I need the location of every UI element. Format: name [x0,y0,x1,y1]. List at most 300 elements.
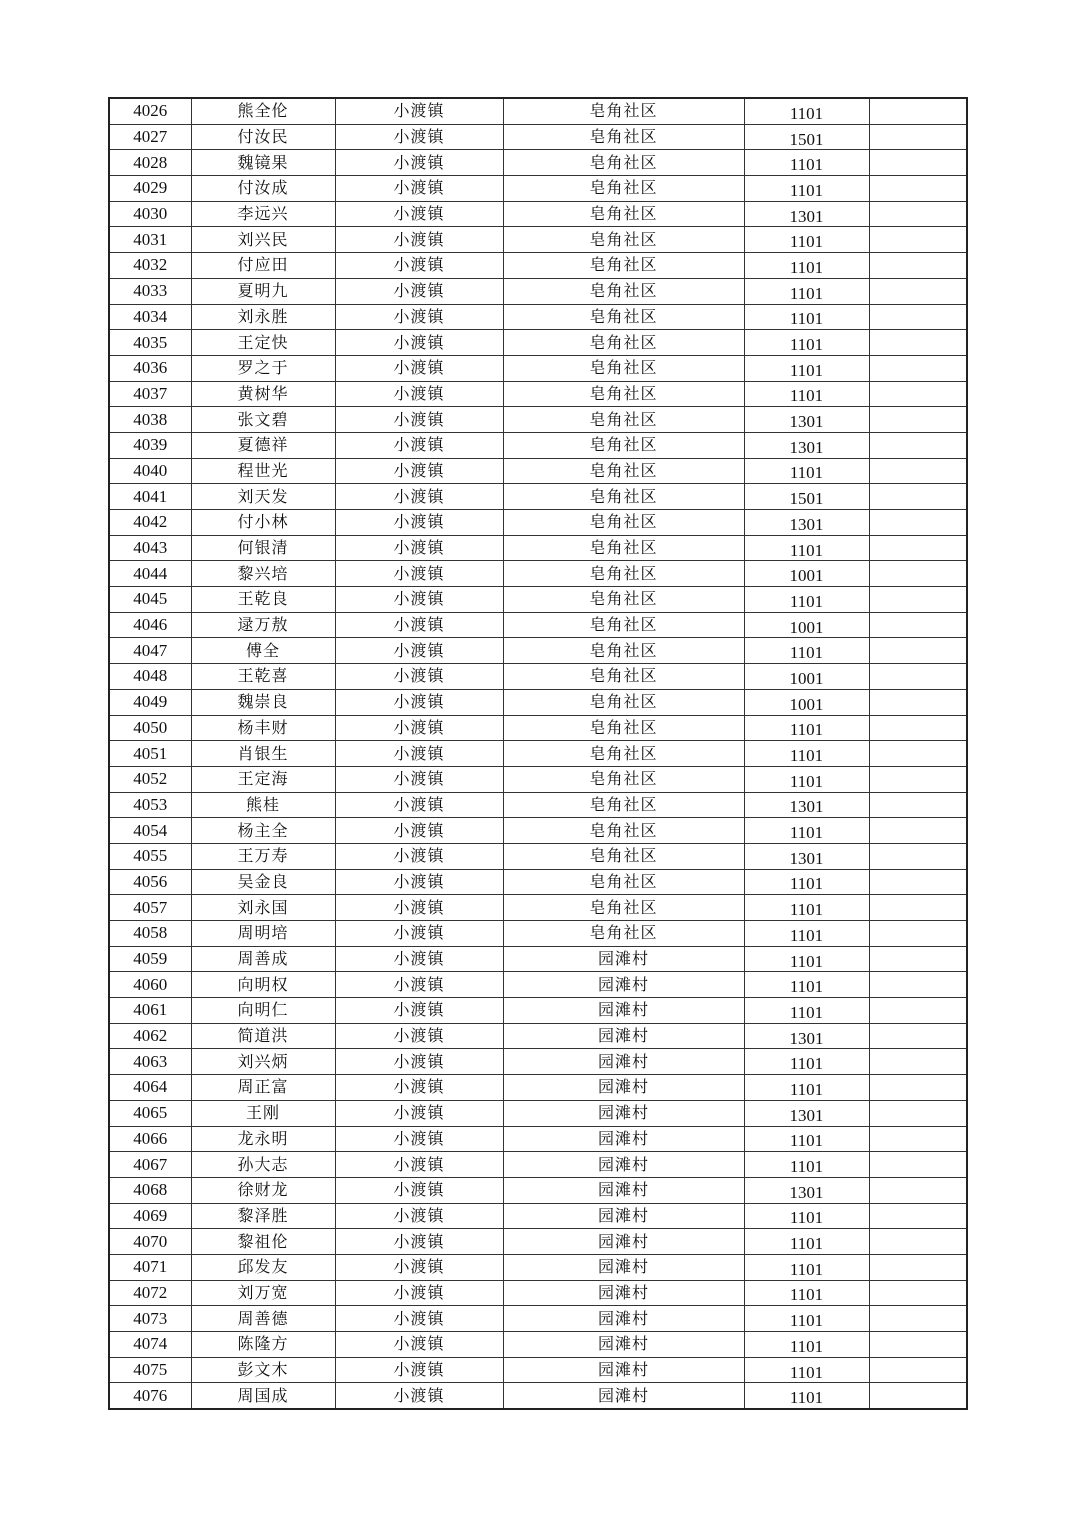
person-name-cell: 黎兴培 [191,561,335,587]
serial-number-cell: 4062 [109,1023,191,1049]
town-cell: 小渡镇 [335,638,503,664]
village-cell: 园滩村 [503,972,744,998]
person-name-cell: 刘永胜 [191,304,335,330]
table-row [109,766,967,792]
roster-table-body [109,98,967,1409]
person-name-cell: 熊桂 [191,792,335,818]
town-cell: 小渡镇 [335,458,503,484]
village-cell: 园滩村 [503,1049,744,1075]
person-name-cell: 王万寿 [191,843,335,869]
town-cell: 小渡镇 [335,1100,503,1126]
table-row [109,741,967,767]
person-name-cell: 孙大志 [191,1152,335,1178]
serial-number-cell: 4046 [109,612,191,638]
table-row [109,715,967,741]
note-cell [869,792,967,818]
person-name-cell: 龙永明 [191,1126,335,1152]
town-cell: 小渡镇 [335,1383,503,1409]
note-cell [869,921,967,947]
village-cell: 园滩村 [503,1023,744,1049]
table-row [109,1306,967,1332]
village-cell: 皂角社区 [503,484,744,510]
serial-number-cell: 4057 [109,895,191,921]
village-cell: 园滩村 [503,1357,744,1383]
code-cell: 1101 [744,1203,869,1229]
serial-number-cell: 4029 [109,176,191,202]
code-cell: 1001 [744,561,869,587]
person-name-cell: 刘永国 [191,895,335,921]
serial-number-cell: 4028 [109,150,191,176]
village-cell: 皂角社区 [503,458,744,484]
town-cell: 小渡镇 [335,612,503,638]
serial-number-cell: 4063 [109,1049,191,1075]
table-row [109,510,967,536]
note-cell [869,1023,967,1049]
note-cell [869,869,967,895]
serial-number-cell: 4032 [109,253,191,279]
serial-number-cell: 4037 [109,381,191,407]
roster-table [108,97,968,1410]
village-cell: 园滩村 [503,1203,744,1229]
code-cell: 1101 [744,98,869,124]
village-cell: 皂角社区 [503,535,744,561]
note-cell [869,1049,967,1075]
code-cell: 1101 [744,638,869,664]
town-cell: 小渡镇 [335,535,503,561]
person-name-cell: 吴金良 [191,869,335,895]
serial-number-cell: 4030 [109,201,191,227]
village-cell: 皂角社区 [503,278,744,304]
village-cell: 皂角社区 [503,150,744,176]
person-name-cell: 黎祖伦 [191,1229,335,1255]
town-cell: 小渡镇 [335,381,503,407]
note-cell [869,998,967,1024]
person-name-cell: 程世光 [191,458,335,484]
note-cell [869,1177,967,1203]
person-name-cell: 杨丰财 [191,715,335,741]
village-cell: 皂角社区 [503,612,744,638]
town-cell: 小渡镇 [335,253,503,279]
town-cell: 小渡镇 [335,561,503,587]
person-name-cell: 付小林 [191,510,335,536]
note-cell [869,946,967,972]
village-cell: 皂角社区 [503,715,744,741]
town-cell: 小渡镇 [335,998,503,1024]
town-cell: 小渡镇 [335,1126,503,1152]
serial-number-cell: 4040 [109,458,191,484]
note-cell [869,1306,967,1332]
note-cell [869,201,967,227]
village-cell: 园滩村 [503,1254,744,1280]
person-name-cell: 夏明九 [191,278,335,304]
note-cell [869,638,967,664]
village-cell: 皂角社区 [503,792,744,818]
note-cell [869,612,967,638]
serial-number-cell: 4069 [109,1203,191,1229]
village-cell: 皂角社区 [503,98,744,124]
serial-number-cell: 4066 [109,1126,191,1152]
serial-number-cell: 4067 [109,1152,191,1178]
table-row [109,535,967,561]
person-name-cell: 逯万敖 [191,612,335,638]
serial-number-cell: 4073 [109,1306,191,1332]
table-row [109,972,967,998]
code-cell: 1101 [744,895,869,921]
table-row [109,818,967,844]
note-cell [869,1332,967,1358]
village-cell: 皂角社区 [503,201,744,227]
note-cell [869,818,967,844]
town-cell: 小渡镇 [335,1306,503,1332]
village-cell: 园滩村 [503,1126,744,1152]
person-name-cell: 刘万宽 [191,1280,335,1306]
town-cell: 小渡镇 [335,484,503,510]
code-cell: 1301 [744,843,869,869]
note-cell [869,1383,967,1409]
note-cell [869,150,967,176]
village-cell: 皂角社区 [503,381,744,407]
serial-number-cell: 4050 [109,715,191,741]
town-cell: 小渡镇 [335,1023,503,1049]
village-cell: 皂角社区 [503,510,744,536]
note-cell [869,1357,967,1383]
village-cell: 皂角社区 [503,407,744,433]
table-row [109,1177,967,1203]
table-row [109,664,967,690]
serial-number-cell: 4033 [109,278,191,304]
note-cell [869,561,967,587]
table-row [109,278,967,304]
person-name-cell: 王定海 [191,766,335,792]
person-name-cell: 付汝成 [191,176,335,202]
town-cell: 小渡镇 [335,407,503,433]
table-row [109,484,967,510]
code-cell: 1101 [744,741,869,767]
town-cell: 小渡镇 [335,1152,503,1178]
table-row [109,150,967,176]
table-row [109,895,967,921]
village-cell: 皂角社区 [503,818,744,844]
note-cell [869,304,967,330]
code-cell: 1101 [744,587,869,613]
table-row [109,1075,967,1101]
person-name-cell: 黎泽胜 [191,1203,335,1229]
town-cell: 小渡镇 [335,664,503,690]
table-row [109,1332,967,1358]
serial-number-cell: 4060 [109,972,191,998]
code-cell: 1101 [744,715,869,741]
code-cell: 1301 [744,201,869,227]
note-cell [869,535,967,561]
code-cell: 1101 [744,278,869,304]
village-cell: 皂角社区 [503,587,744,613]
town-cell: 小渡镇 [335,818,503,844]
person-name-cell: 周国成 [191,1383,335,1409]
table-row [109,921,967,947]
person-name-cell: 刘兴民 [191,227,335,253]
serial-number-cell: 4042 [109,510,191,536]
village-cell: 园滩村 [503,1280,744,1306]
person-name-cell: 何银清 [191,535,335,561]
table-row [109,998,967,1024]
town-cell: 小渡镇 [335,972,503,998]
serial-number-cell: 4039 [109,432,191,458]
code-cell: 1101 [744,458,869,484]
person-name-cell: 肖银生 [191,741,335,767]
table-row [109,458,967,484]
person-name-cell: 陈隆方 [191,1332,335,1358]
note-cell [869,664,967,690]
code-cell: 1301 [744,792,869,818]
person-name-cell: 周善德 [191,1306,335,1332]
person-name-cell: 王刚 [191,1100,335,1126]
person-name-cell: 邱发友 [191,1254,335,1280]
table-row [109,355,967,381]
note-cell [869,741,967,767]
code-cell: 1101 [744,946,869,972]
note-cell [869,972,967,998]
person-name-cell: 傅全 [191,638,335,664]
town-cell: 小渡镇 [335,895,503,921]
person-name-cell: 夏德祥 [191,432,335,458]
code-cell: 1301 [744,1023,869,1049]
code-cell: 1101 [744,535,869,561]
town-cell: 小渡镇 [335,98,503,124]
village-cell: 园滩村 [503,1306,744,1332]
code-cell: 1101 [744,176,869,202]
serial-number-cell: 4031 [109,227,191,253]
code-cell: 1101 [744,1126,869,1152]
person-name-cell: 彭文木 [191,1357,335,1383]
table-row [109,1203,967,1229]
person-name-cell: 刘天发 [191,484,335,510]
town-cell: 小渡镇 [335,1254,503,1280]
serial-number-cell: 4038 [109,407,191,433]
person-name-cell: 罗之于 [191,355,335,381]
village-cell: 皂角社区 [503,869,744,895]
village-cell: 皂角社区 [503,304,744,330]
village-cell: 皂角社区 [503,689,744,715]
note-cell [869,689,967,715]
town-cell: 小渡镇 [335,176,503,202]
person-name-cell: 魏崇良 [191,689,335,715]
table-row [109,407,967,433]
serial-number-cell: 4068 [109,1177,191,1203]
town-cell: 小渡镇 [335,946,503,972]
code-cell: 1101 [744,381,869,407]
town-cell: 小渡镇 [335,741,503,767]
table-row [109,946,967,972]
note-cell [869,1280,967,1306]
note-cell [869,355,967,381]
note-cell [869,227,967,253]
serial-number-cell: 4054 [109,818,191,844]
town-cell: 小渡镇 [335,587,503,613]
town-cell: 小渡镇 [335,330,503,356]
table-row [109,1023,967,1049]
code-cell: 1101 [744,766,869,792]
person-name-cell: 周善成 [191,946,335,972]
note-cell [869,1229,967,1255]
table-row [109,1254,967,1280]
code-cell: 1501 [744,484,869,510]
person-name-cell: 张文碧 [191,407,335,433]
note-cell [869,510,967,536]
person-name-cell: 周正富 [191,1075,335,1101]
code-cell: 1101 [744,869,869,895]
note-cell [869,843,967,869]
table-row [109,176,967,202]
village-cell: 园滩村 [503,1075,744,1101]
town-cell: 小渡镇 [335,124,503,150]
village-cell: 皂角社区 [503,227,744,253]
note-cell [869,253,967,279]
village-cell: 皂角社区 [503,638,744,664]
serial-number-cell: 4035 [109,330,191,356]
town-cell: 小渡镇 [335,689,503,715]
village-cell: 园滩村 [503,1152,744,1178]
town-cell: 小渡镇 [335,1049,503,1075]
town-cell: 小渡镇 [335,150,503,176]
code-cell: 1301 [744,432,869,458]
village-cell: 皂角社区 [503,843,744,869]
code-cell: 1101 [744,1254,869,1280]
code-cell: 1101 [744,921,869,947]
town-cell: 小渡镇 [335,843,503,869]
note-cell [869,715,967,741]
code-cell: 1101 [744,818,869,844]
code-cell: 1101 [744,330,869,356]
code-cell: 1301 [744,407,869,433]
serial-number-cell: 4052 [109,766,191,792]
note-cell [869,1075,967,1101]
note-cell [869,458,967,484]
code-cell: 1301 [744,510,869,536]
table-row [109,1126,967,1152]
code-cell: 1301 [744,1177,869,1203]
town-cell: 小渡镇 [335,1075,503,1101]
table-row [109,869,967,895]
town-cell: 小渡镇 [335,227,503,253]
serial-number-cell: 4051 [109,741,191,767]
table-row [109,843,967,869]
table-row [109,689,967,715]
table-row [109,1357,967,1383]
person-name-cell: 刘兴炳 [191,1049,335,1075]
table-row [109,1383,967,1409]
table-row [109,1152,967,1178]
serial-number-cell: 4043 [109,535,191,561]
town-cell: 小渡镇 [335,792,503,818]
serial-number-cell: 4045 [109,587,191,613]
village-cell: 皂角社区 [503,253,744,279]
code-cell: 1501 [744,124,869,150]
code-cell: 1101 [744,1075,869,1101]
serial-number-cell: 4071 [109,1254,191,1280]
serial-number-cell: 4048 [109,664,191,690]
code-cell: 1101 [744,1152,869,1178]
code-cell: 1101 [744,253,869,279]
note-cell [869,407,967,433]
table-row [109,1049,967,1075]
town-cell: 小渡镇 [335,869,503,895]
village-cell: 园滩村 [503,998,744,1024]
table-row [109,792,967,818]
town-cell: 小渡镇 [335,921,503,947]
serial-number-cell: 4049 [109,689,191,715]
table-row [109,612,967,638]
code-cell: 1101 [744,1229,869,1255]
person-name-cell: 简道洪 [191,1023,335,1049]
serial-number-cell: 4047 [109,638,191,664]
person-name-cell: 杨主全 [191,818,335,844]
serial-number-cell: 4027 [109,124,191,150]
serial-number-cell: 4034 [109,304,191,330]
code-cell: 1101 [744,355,869,381]
town-cell: 小渡镇 [335,278,503,304]
village-cell: 园滩村 [503,946,744,972]
serial-number-cell: 4026 [109,98,191,124]
serial-number-cell: 4076 [109,1383,191,1409]
note-cell [869,587,967,613]
code-cell: 1101 [744,1357,869,1383]
village-cell: 皂角社区 [503,176,744,202]
person-name-cell: 付应田 [191,253,335,279]
person-name-cell: 王乾喜 [191,664,335,690]
person-name-cell: 黄树华 [191,381,335,407]
note-cell [869,278,967,304]
note-cell [869,1203,967,1229]
town-cell: 小渡镇 [335,1357,503,1383]
note-cell [869,1100,967,1126]
table-row [109,1280,967,1306]
serial-number-cell: 4056 [109,869,191,895]
table-row [109,561,967,587]
person-name-cell: 王定快 [191,330,335,356]
serial-number-cell: 4041 [109,484,191,510]
village-cell: 皂角社区 [503,766,744,792]
serial-number-cell: 4044 [109,561,191,587]
table-row [109,124,967,150]
serial-number-cell: 4053 [109,792,191,818]
code-cell: 1101 [744,304,869,330]
table-row [109,304,967,330]
person-name-cell: 魏镜果 [191,150,335,176]
person-name-cell: 付汝民 [191,124,335,150]
code-cell: 1101 [744,1332,869,1358]
note-cell [869,895,967,921]
serial-number-cell: 4075 [109,1357,191,1383]
town-cell: 小渡镇 [335,1177,503,1203]
serial-number-cell: 4055 [109,843,191,869]
table-row [109,381,967,407]
serial-number-cell: 4061 [109,998,191,1024]
person-name-cell: 熊全伦 [191,98,335,124]
code-cell: 1101 [744,972,869,998]
serial-number-cell: 4065 [109,1100,191,1126]
table-row [109,98,967,124]
town-cell: 小渡镇 [335,715,503,741]
code-cell: 1101 [744,1280,869,1306]
person-name-cell: 李远兴 [191,201,335,227]
village-cell: 园滩村 [503,1332,744,1358]
serial-number-cell: 4036 [109,355,191,381]
village-cell: 皂角社区 [503,921,744,947]
note-cell [869,98,967,124]
note-cell [869,432,967,458]
town-cell: 小渡镇 [335,510,503,536]
town-cell: 小渡镇 [335,432,503,458]
